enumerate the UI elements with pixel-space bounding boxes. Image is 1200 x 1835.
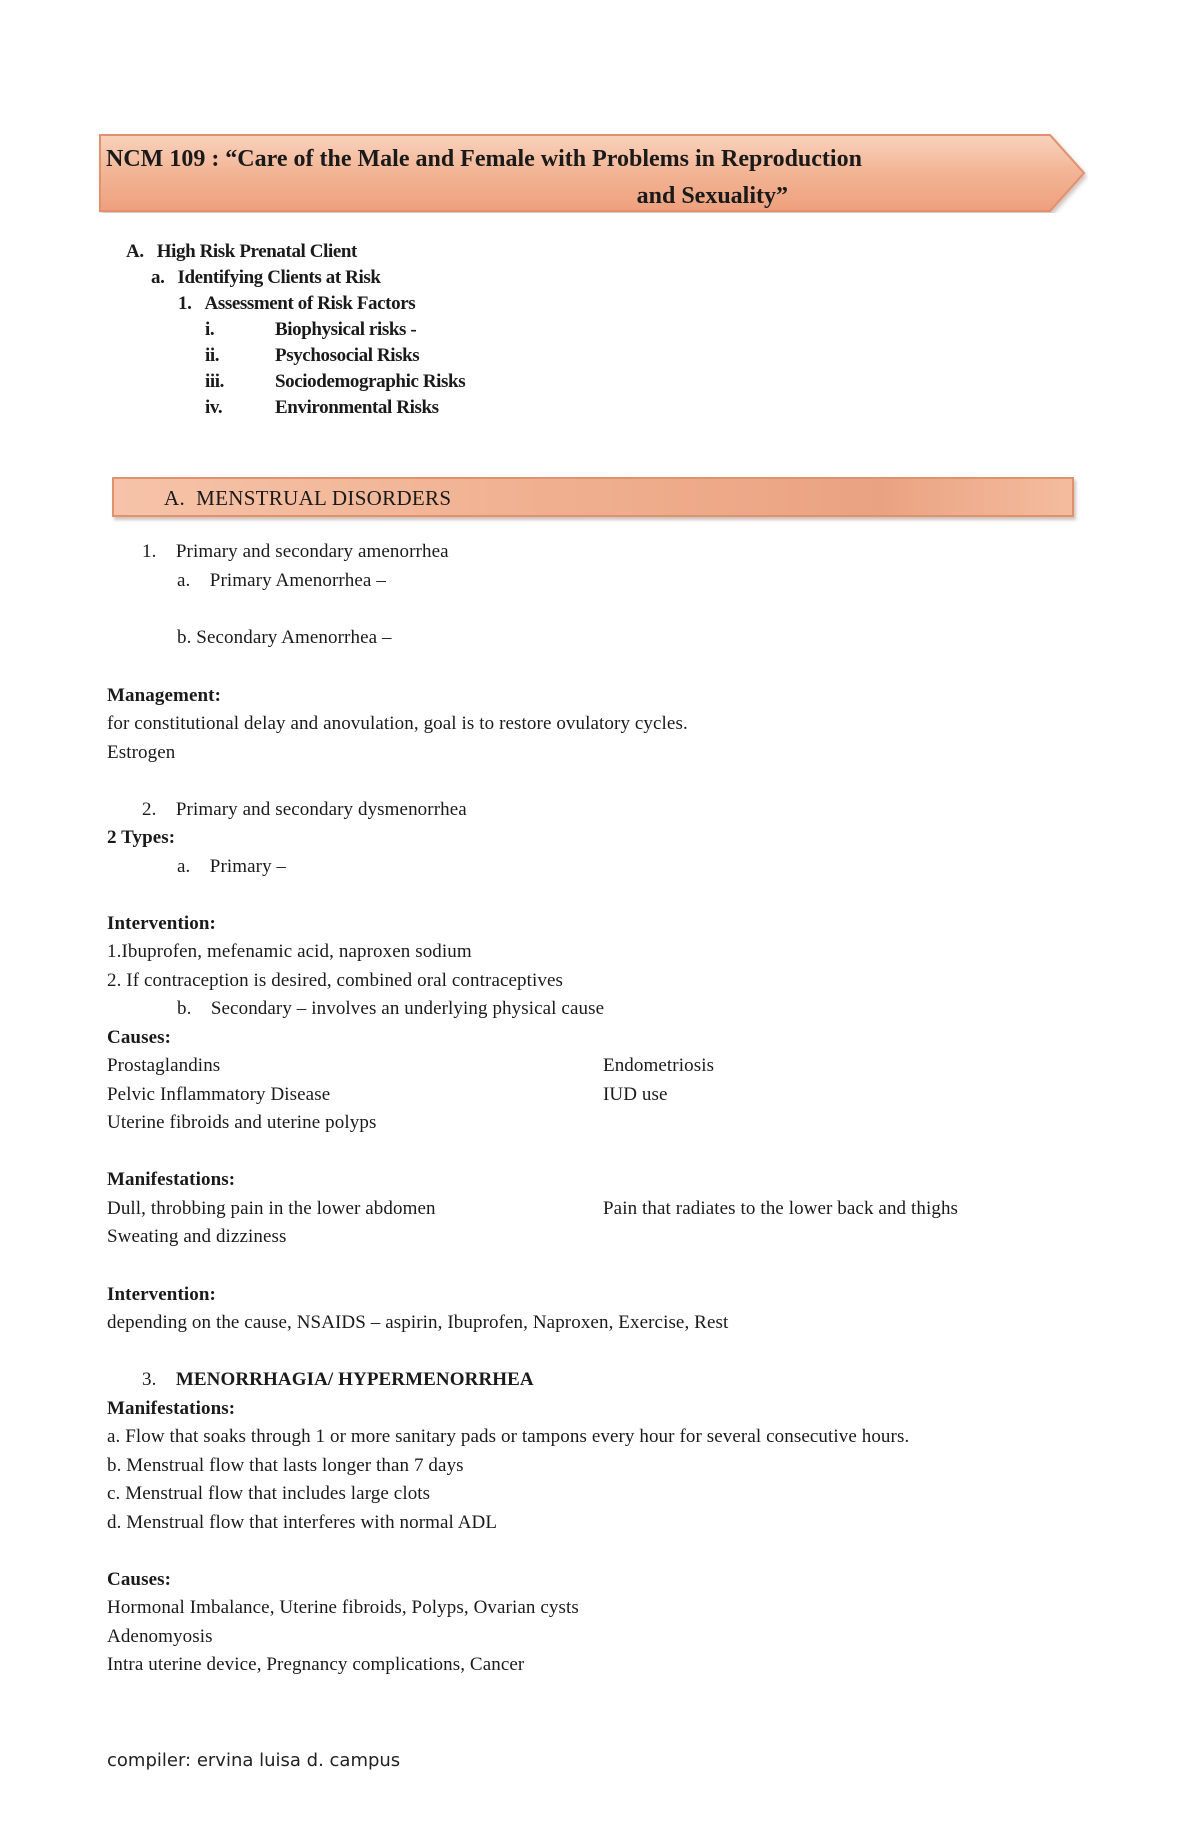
title-line-2: and Sexuality” [636,183,788,209]
list-item: b. Secondary – involves an underlying physical cause [177,998,605,1019]
outline-item: a. Identifying Clients at Risk [151,267,381,288]
paragraph: for constitutional delay and anovulation, goal is to restore ovulatory cycles. [107,713,688,734]
manifestation-item: Pain that radiates to the lower back and thighs [603,1198,959,1219]
manifestation-item: d. Menstrual flow that interferes with normal ADL [107,1512,498,1533]
outline-item: ii. Psychosocial Risks [205,345,420,366]
management-label: Management: [107,685,222,706]
paragraph: 2. If contraception is desired, combined oral contraceptives [107,970,564,991]
section-heading: A. MENSTRUAL DISORDERS [164,486,452,510]
intervention-label: Intervention: [107,913,216,934]
types-label: 2 Types: [107,827,176,848]
paragraph: 1.Ibuprofen, mefenamic acid, naproxen sodium [107,941,472,962]
cause-item: Uterine fibroids and uterine polyps [107,1112,377,1133]
list-item: 2. Primary and secondary dysmenorrhea [142,799,467,820]
paragraph: depending on the cause, NSAIDS – aspirin, Ibuprofen, Naproxen, Exercise, Rest [107,1312,729,1333]
manifestation-item: c. Menstrual flow that includes large clots [107,1483,431,1504]
list-item: b. Secondary Amenorrhea – [177,627,392,648]
cause-item: Pelvic Inflammatory Disease [107,1084,331,1105]
manifestation-item: Sweating and dizziness [107,1226,287,1247]
title-line-1: NCM 109 : “Care of the Male and Female with Problems in Reproduction [106,146,862,172]
intervention-label: Intervention: [107,1284,216,1305]
manifestations-label: Manifestations: [107,1169,236,1190]
cause-item: Intra uterine device, Pregnancy complications, Cancer [107,1654,525,1675]
outline-item: 1. Assessment of Risk Factors [178,293,416,314]
manifestations-label: Manifestations: [107,1398,236,1419]
outline-item: A. High Risk Prenatal Client [126,241,357,262]
causes-label: Causes: [107,1569,172,1590]
section-banner [112,477,1074,517]
manifestation-item: b. Menstrual flow that lasts longer than 7 days [107,1455,464,1476]
footer-compiler: compiler: ervina luisa d. campus [107,1750,401,1771]
manifestation-item: Dull, throbbing pain in the lower abdomen [107,1198,436,1219]
outline-item: i. Biophysical risks - [205,319,417,340]
causes-label: Causes: [107,1027,172,1048]
list-item: a. Primary Amenorrhea – [177,570,386,591]
manifestation-item: a. Flow that soaks through 1 or more sanitary pads or tampons every hour for several consecutive hours. [107,1426,910,1447]
cause-item: Hormonal Imbalance, Uterine fibroids, Polyps, Ovarian cysts [107,1597,579,1618]
title-banner [98,133,1088,213]
cause-item: Adenomyosis [107,1626,213,1647]
list-item: 3. MENORRHAGIA/ HYPERMENORRHEA [142,1369,534,1390]
cause-item: IUD use [603,1084,668,1105]
list-item: 1. Primary and secondary amenorrhea [142,541,449,562]
cause-item: Prostaglandins [107,1055,221,1076]
paragraph: Estrogen [107,742,176,763]
outline-item: iii. Sociodemographic Risks [205,371,466,392]
outline-item: iv. Environmental Risks [205,397,439,418]
list-item: a. Primary – [177,856,287,877]
cause-item: Endometriosis [603,1055,715,1076]
